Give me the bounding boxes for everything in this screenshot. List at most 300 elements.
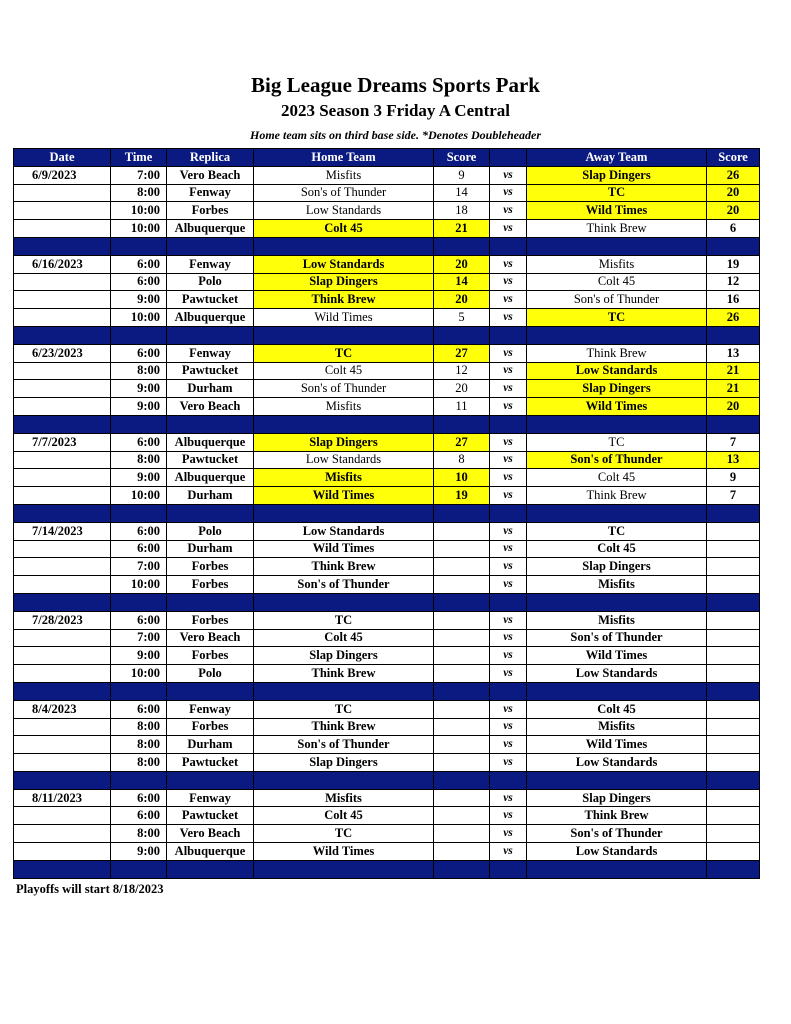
game-replica-field: Polo	[167, 522, 254, 540]
game-date	[14, 540, 111, 558]
week-separator	[14, 593, 760, 611]
away-team: Low Standards	[527, 362, 707, 380]
home-team: Colt 45	[254, 629, 434, 647]
home-score: 27	[434, 433, 490, 451]
game-time: 9:00	[111, 291, 167, 309]
away-score: 13	[707, 451, 760, 469]
separator-cell	[434, 504, 490, 522]
vs-label: vs	[490, 309, 527, 327]
separator-cell	[527, 860, 707, 878]
home-team-note: Home team sits on third base side. *Denotes Doubleheader	[250, 128, 541, 142]
vs-label: vs	[490, 433, 527, 451]
away-score: 16	[707, 291, 760, 309]
col-time: Time	[111, 149, 167, 167]
game-row	[14, 469, 760, 487]
away-score: 7	[707, 433, 760, 451]
home-score	[434, 718, 490, 736]
game-time: 7:00	[111, 629, 167, 647]
away-team: Think Brew	[527, 220, 707, 238]
home-score: 20	[434, 291, 490, 309]
game-date	[14, 558, 111, 576]
vs-label: vs	[490, 344, 527, 362]
week-separator	[14, 415, 760, 433]
vs-label: vs	[490, 291, 527, 309]
week-separator	[14, 682, 760, 700]
vs-label: vs	[490, 469, 527, 487]
separator-cell	[490, 593, 527, 611]
home-team: Wild Times	[254, 540, 434, 558]
game-time: 6:00	[111, 522, 167, 540]
vs-label: vs	[490, 700, 527, 718]
vs-label: vs	[490, 825, 527, 843]
vs-label: vs	[490, 184, 527, 202]
game-time: 10:00	[111, 309, 167, 327]
home-team: Slap Dingers	[254, 273, 434, 291]
separator-cell	[14, 237, 111, 255]
game-replica-field: Vero Beach	[167, 825, 254, 843]
game-replica-field: Pawtucket	[167, 807, 254, 825]
separator-cell	[111, 860, 167, 878]
separator-cell	[434, 237, 490, 255]
away-team: Think Brew	[527, 487, 707, 505]
home-team: Think Brew	[254, 718, 434, 736]
game-time: 8:00	[111, 718, 167, 736]
game-row	[14, 629, 760, 647]
home-team: Wild Times	[254, 487, 434, 505]
game-replica-field: Fenway	[167, 255, 254, 273]
separator-cell	[254, 504, 434, 522]
game-replica-field: Forbes	[167, 647, 254, 665]
game-date	[14, 291, 111, 309]
game-row	[14, 843, 760, 861]
vs-label: vs	[490, 647, 527, 665]
away-team: Think Brew	[527, 807, 707, 825]
home-team: Think Brew	[254, 291, 434, 309]
away-team: Wild Times	[527, 736, 707, 754]
home-team: Misfits	[254, 166, 434, 184]
game-row	[14, 451, 760, 469]
home-team: Slap Dingers	[254, 433, 434, 451]
separator-cell	[434, 326, 490, 344]
game-row	[14, 700, 760, 718]
game-replica-field: Forbes	[167, 558, 254, 576]
home-score	[434, 665, 490, 683]
away-score	[707, 843, 760, 861]
game-date	[14, 469, 111, 487]
home-team: Low Standards	[254, 255, 434, 273]
game-row	[14, 255, 760, 273]
away-team: Misfits	[527, 255, 707, 273]
game-date	[14, 220, 111, 238]
away-score	[707, 754, 760, 772]
game-row	[14, 273, 760, 291]
vs-label: vs	[490, 380, 527, 398]
game-replica-field: Durham	[167, 487, 254, 505]
col-away-score: Score	[707, 149, 760, 167]
home-team: Colt 45	[254, 220, 434, 238]
game-time: 10:00	[111, 220, 167, 238]
game-replica-field: Polo	[167, 273, 254, 291]
home-score: 12	[434, 362, 490, 380]
game-replica-field: Albuquerque	[167, 843, 254, 861]
away-team: Colt 45	[527, 540, 707, 558]
home-score	[434, 825, 490, 843]
vs-label: vs	[490, 629, 527, 647]
separator-cell	[167, 415, 254, 433]
home-team: Colt 45	[254, 807, 434, 825]
vs-label: vs	[490, 789, 527, 807]
game-date	[14, 309, 111, 327]
away-team: TC	[527, 433, 707, 451]
home-team: Slap Dingers	[254, 647, 434, 665]
away-team: Wild Times	[527, 398, 707, 416]
vs-label: vs	[490, 202, 527, 220]
game-date	[14, 576, 111, 594]
separator-cell	[254, 326, 434, 344]
game-date	[14, 487, 111, 505]
game-time: 7:00	[111, 166, 167, 184]
away-score: 21	[707, 380, 760, 398]
home-score	[434, 736, 490, 754]
week-separator	[14, 504, 760, 522]
home-team: Think Brew	[254, 665, 434, 683]
home-team: TC	[254, 825, 434, 843]
home-score: 20	[434, 255, 490, 273]
home-score	[434, 789, 490, 807]
away-score	[707, 629, 760, 647]
separator-cell	[434, 593, 490, 611]
home-score: 14	[434, 273, 490, 291]
col-date: Date	[14, 149, 111, 167]
game-date	[14, 647, 111, 665]
away-score	[707, 736, 760, 754]
away-score: 9	[707, 469, 760, 487]
away-team: Think Brew	[527, 344, 707, 362]
col-away-team: Away Team	[527, 149, 707, 167]
separator-cell	[434, 771, 490, 789]
col-home-score: Score	[434, 149, 490, 167]
separator-cell	[707, 682, 760, 700]
separator-cell	[490, 415, 527, 433]
vs-label: vs	[490, 522, 527, 540]
away-team: Misfits	[527, 718, 707, 736]
home-team: Wild Times	[254, 843, 434, 861]
game-date	[14, 202, 111, 220]
home-team: Son's of Thunder	[254, 736, 434, 754]
header-row	[14, 149, 760, 167]
separator-cell	[167, 860, 254, 878]
away-team: TC	[527, 184, 707, 202]
game-date	[14, 807, 111, 825]
game-date: 7/28/2023	[14, 611, 111, 629]
playoffs-note: Playoffs will start 8/18/2023	[16, 882, 164, 896]
separator-cell	[254, 593, 434, 611]
away-score: 26	[707, 166, 760, 184]
vs-label: vs	[490, 558, 527, 576]
home-score	[434, 843, 490, 861]
game-time: 9:00	[111, 469, 167, 487]
vs-label: vs	[490, 576, 527, 594]
away-score: 20	[707, 398, 760, 416]
game-time: 6:00	[111, 344, 167, 362]
home-score	[434, 700, 490, 718]
away-team: Low Standards	[527, 843, 707, 861]
separator-cell	[14, 860, 111, 878]
away-score	[707, 647, 760, 665]
separator-cell	[111, 326, 167, 344]
vs-label: vs	[490, 220, 527, 238]
game-replica-field: Vero Beach	[167, 166, 254, 184]
game-replica-field: Forbes	[167, 202, 254, 220]
game-row	[14, 611, 760, 629]
away-score	[707, 718, 760, 736]
away-team: Wild Times	[527, 202, 707, 220]
separator-cell	[111, 771, 167, 789]
vs-label: vs	[490, 166, 527, 184]
vs-label: vs	[490, 611, 527, 629]
home-team: Colt 45	[254, 362, 434, 380]
home-score	[434, 576, 490, 594]
vs-label: vs	[490, 718, 527, 736]
game-row	[14, 558, 760, 576]
vs-label: vs	[490, 754, 527, 772]
game-date	[14, 380, 111, 398]
game-time: 8:00	[111, 736, 167, 754]
separator-cell	[14, 504, 111, 522]
away-team: Colt 45	[527, 700, 707, 718]
game-date	[14, 754, 111, 772]
home-score	[434, 754, 490, 772]
away-score: 7	[707, 487, 760, 505]
game-date: 6/16/2023	[14, 255, 111, 273]
game-time: 6:00	[111, 611, 167, 629]
separator-cell	[254, 237, 434, 255]
game-time: 10:00	[111, 202, 167, 220]
separator-cell	[490, 326, 527, 344]
game-row	[14, 789, 760, 807]
game-time: 8:00	[111, 362, 167, 380]
vs-label: vs	[490, 451, 527, 469]
home-score	[434, 807, 490, 825]
game-replica-field: Forbes	[167, 718, 254, 736]
season-subtitle: 2023 Season 3 Friday A Central	[280, 101, 511, 120]
separator-cell	[707, 504, 760, 522]
game-row	[14, 487, 760, 505]
vs-label: vs	[490, 487, 527, 505]
separator-cell	[490, 771, 527, 789]
away-score: 20	[707, 202, 760, 220]
away-team: Son's of Thunder	[527, 451, 707, 469]
home-score: 27	[434, 344, 490, 362]
away-score	[707, 665, 760, 683]
home-score: 14	[434, 184, 490, 202]
separator-cell	[707, 415, 760, 433]
away-team: Low Standards	[527, 665, 707, 683]
col-vs	[490, 149, 527, 167]
game-replica-field: Fenway	[167, 184, 254, 202]
vs-label: vs	[490, 807, 527, 825]
away-team: Colt 45	[527, 273, 707, 291]
home-team: Son's of Thunder	[254, 380, 434, 398]
game-time: 9:00	[111, 398, 167, 416]
home-score: 18	[434, 202, 490, 220]
separator-cell	[167, 593, 254, 611]
vs-label: vs	[490, 540, 527, 558]
separator-cell	[111, 682, 167, 700]
separator-cell	[254, 415, 434, 433]
col-replica: Replica	[167, 149, 254, 167]
home-team: Misfits	[254, 398, 434, 416]
separator-cell	[707, 237, 760, 255]
game-row	[14, 522, 760, 540]
week-separator	[14, 860, 760, 878]
game-time: 8:00	[111, 451, 167, 469]
game-row	[14, 166, 760, 184]
home-score: 20	[434, 380, 490, 398]
away-team: TC	[527, 522, 707, 540]
game-replica-field: Forbes	[167, 611, 254, 629]
game-row	[14, 665, 760, 683]
home-team: Slap Dingers	[254, 754, 434, 772]
home-team: Low Standards	[254, 451, 434, 469]
game-row	[14, 398, 760, 416]
game-date: 8/4/2023	[14, 700, 111, 718]
home-score: 8	[434, 451, 490, 469]
home-score	[434, 540, 490, 558]
game-time: 6:00	[111, 700, 167, 718]
game-row	[14, 362, 760, 380]
away-score: 19	[707, 255, 760, 273]
game-replica-field: Polo	[167, 665, 254, 683]
vs-label: vs	[490, 736, 527, 754]
game-date	[14, 665, 111, 683]
week-separator	[14, 771, 760, 789]
game-time: 8:00	[111, 184, 167, 202]
game-time: 9:00	[111, 647, 167, 665]
separator-cell	[167, 682, 254, 700]
away-score: 13	[707, 344, 760, 362]
away-team: Slap Dingers	[527, 558, 707, 576]
game-time: 7:00	[111, 558, 167, 576]
away-score	[707, 522, 760, 540]
away-team: Wild Times	[527, 647, 707, 665]
week-separator	[14, 237, 760, 255]
game-row	[14, 184, 760, 202]
game-time: 6:00	[111, 789, 167, 807]
away-team: Son's of Thunder	[527, 825, 707, 843]
separator-cell	[111, 415, 167, 433]
home-score	[434, 629, 490, 647]
away-team: Slap Dingers	[527, 380, 707, 398]
game-time: 8:00	[111, 754, 167, 772]
separator-cell	[167, 326, 254, 344]
game-date	[14, 718, 111, 736]
home-score	[434, 522, 490, 540]
away-score	[707, 558, 760, 576]
home-score: 11	[434, 398, 490, 416]
separator-cell	[434, 860, 490, 878]
game-replica-field: Pawtucket	[167, 291, 254, 309]
separator-cell	[14, 415, 111, 433]
home-team: Low Standards	[254, 522, 434, 540]
home-team: Son's of Thunder	[254, 184, 434, 202]
game-row	[14, 807, 760, 825]
game-time: 6:00	[111, 433, 167, 451]
game-date	[14, 825, 111, 843]
separator-cell	[167, 504, 254, 522]
away-team: Low Standards	[527, 754, 707, 772]
game-replica-field: Pawtucket	[167, 451, 254, 469]
separator-cell	[707, 326, 760, 344]
game-time: 6:00	[111, 807, 167, 825]
away-score: 12	[707, 273, 760, 291]
separator-cell	[490, 237, 527, 255]
vs-label: vs	[490, 843, 527, 861]
home-score: 10	[434, 469, 490, 487]
game-replica-field: Vero Beach	[167, 398, 254, 416]
game-date: 7/14/2023	[14, 522, 111, 540]
game-time: 9:00	[111, 380, 167, 398]
home-score: 9	[434, 166, 490, 184]
game-date	[14, 273, 111, 291]
vs-label: vs	[490, 665, 527, 683]
separator-cell	[490, 682, 527, 700]
game-replica-field: Fenway	[167, 789, 254, 807]
game-time: 6:00	[111, 255, 167, 273]
game-date: 8/11/2023	[14, 789, 111, 807]
separator-cell	[111, 237, 167, 255]
separator-cell	[434, 682, 490, 700]
separator-cell	[14, 593, 111, 611]
home-score	[434, 647, 490, 665]
home-team: Son's of Thunder	[254, 576, 434, 594]
game-time: 9:00	[111, 843, 167, 861]
away-score	[707, 611, 760, 629]
game-date	[14, 843, 111, 861]
game-replica-field: Fenway	[167, 344, 254, 362]
game-replica-field: Fenway	[167, 700, 254, 718]
away-score	[707, 807, 760, 825]
game-date	[14, 398, 111, 416]
away-team: Misfits	[527, 576, 707, 594]
away-team: Son's of Thunder	[527, 291, 707, 309]
separator-cell	[527, 593, 707, 611]
home-score	[434, 611, 490, 629]
away-team: Son's of Thunder	[527, 629, 707, 647]
separator-cell	[111, 593, 167, 611]
home-team: Misfits	[254, 469, 434, 487]
separator-cell	[527, 237, 707, 255]
away-team: Misfits	[527, 611, 707, 629]
game-date	[14, 451, 111, 469]
game-row	[14, 736, 760, 754]
game-row	[14, 647, 760, 665]
game-time: 6:00	[111, 273, 167, 291]
game-row	[14, 202, 760, 220]
page-title: Big League Dreams Sports Park	[251, 73, 540, 97]
game-replica-field: Albuquerque	[167, 469, 254, 487]
game-row	[14, 754, 760, 772]
separator-cell	[527, 415, 707, 433]
game-replica-field: Pawtucket	[167, 754, 254, 772]
away-score	[707, 789, 760, 807]
separator-cell	[707, 771, 760, 789]
away-score	[707, 576, 760, 594]
home-score	[434, 558, 490, 576]
home-team: TC	[254, 700, 434, 718]
away-team: Slap Dingers	[527, 166, 707, 184]
separator-cell	[707, 593, 760, 611]
